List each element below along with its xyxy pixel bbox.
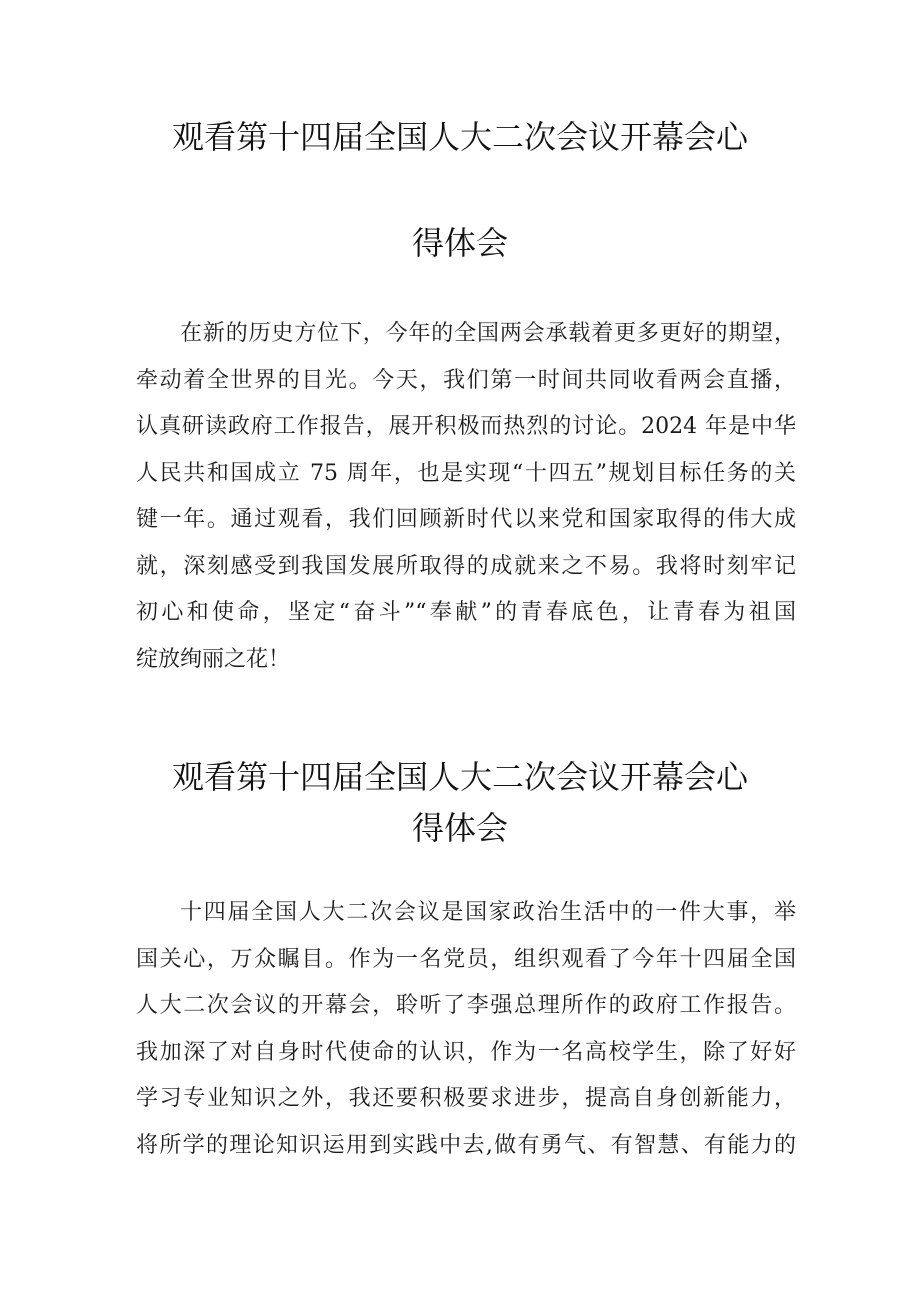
section2-title-line1: 观看第十四届全国人大二次会议开幕会心 [171, 758, 748, 796]
paragraph-line: 将所学的理论知识运用到实践中去,做有勇气、有智慧、有能力的 [136, 1132, 796, 1158]
section1-paragraph [136, 311, 796, 683]
section1-title-line1: 观看第十四届全国人大二次会议开幕会心 [171, 118, 748, 156]
paragraph-line: 初心和使命，坚定“奋斗”“奉献”的青春底色，让青春为祖国 [136, 600, 796, 625]
section1-title-line2: 得体会 [411, 224, 508, 262]
paragraph-line: 键一年。通过观看，我们回顾新时代以来党和国家取得的伟大成 [136, 507, 796, 532]
paragraph-line: 学习专业知识之外，我还要积极要求进步，提高自身创新能力， [136, 1086, 796, 1111]
paragraph-line: 人民共和国成立 75 周年，也是实现“十四五”规划目标任务的关 [136, 460, 796, 486]
paragraph-line: 绽放绚丽之花！ [136, 646, 291, 672]
section2-paragraph [136, 890, 796, 1169]
paragraph-line: 就，深刻感受到我国发展所取得的成就来之不易。我将时刻牢记 [136, 553, 796, 579]
paragraph-line: 十四届全国人大二次会议是国家政治生活中的一件大事，举 [180, 900, 796, 925]
paragraph-line: 认真研读政府工作报告，展开积极而热烈的讨论。2024 年是中华 [136, 414, 796, 439]
section2-title-line2: 得体会 [411, 809, 508, 847]
paragraph-line: 国关心，万众瞩目。作为一名党员，组织观看了今年十四届全国 [136, 946, 796, 972]
paragraph-line: 在新的历史方位下，今年的全国两会承载着更多更好的期望， [180, 321, 796, 346]
paragraph-line: 人大二次会议的开幕会，聆听了李强总理所作的政府工作报告。 [136, 993, 796, 1018]
paragraph-line: 我加深了对自身时代使命的认识，作为一名高校学生，除了好好 [136, 1039, 796, 1065]
paragraph-line: 牵动着全世界的目光。今天，我们第一时间共同收看两会直播， [136, 367, 796, 393]
